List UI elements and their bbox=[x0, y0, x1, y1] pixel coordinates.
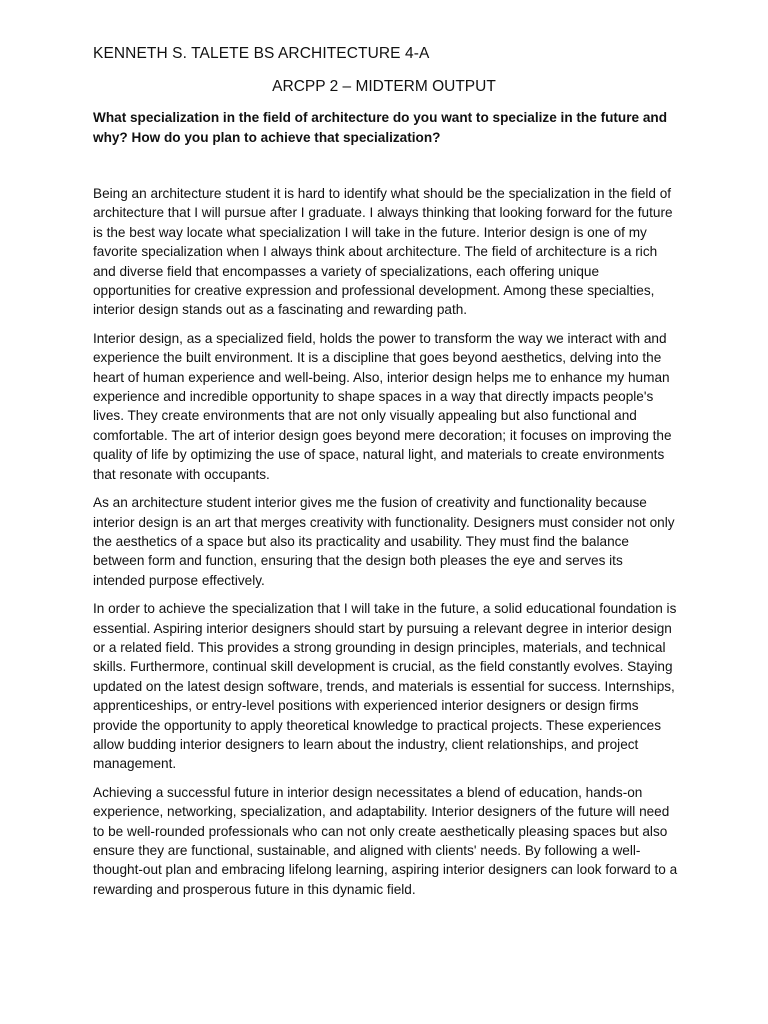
document-title bbox=[0, 78, 768, 96]
essay-body bbox=[93, 184, 678, 908]
paragraph-1: Being an architecture student it is hard to identify what should be the specialization in the field of architecture that I will pursue after I graduate. I always thinking that looking forward for the future is the best way locate what specialization I will take in the future. Interior design is one of my favorite specialization when I always think about architecture. The field of architecture is a rich and diverse field that encompasses a variety of specializations, each offering unique opportunities for creative expression and professional development. Among these specialties, interior design stands out as a fascinating and rewarding path. bbox=[93, 186, 673, 318]
paragraph-4: In order to achieve the specialization that I will take in the future, a solid educational foundation is essential. Aspiring interior designers should start by pursuing a relevant degree in interior design or a related field. This provides a strong grounding in design principles, materials, and technical skills. Furthermore, continual skill development is crucial, as the field constantly evolves. Staying updated on the latest design software, trends, and materials is essential for success. Internships, apprenticeships, or entry-level positions with experienced interior designers or design firms provide the opportunity to apply theoretical knowledge to practical projects. These experiences allow budding interior designers to learn about the industry, client relationships, and project management. bbox=[93, 601, 677, 772]
paragraph-5: Achieving a successful future in interior design necessitates a blend of education, hands-on experience, networking, specialization, and adaptability. Interior designers of the future will need to be well-rounded professionals who can not only create aesthetically pleasing spaces but also ensure they are functional, sustainable, and aligned with clients' needs. By following a well-thought-out plan and embracing lifelong learning, aspiring interior designers can look forward to a rewarding and prosperous future in this dynamic field. bbox=[93, 784, 678, 897]
paragraph-2: Interior design, as a specialized field, holds the power to transform the way we interact with and experience the built environment. It is a discipline that goes beyond aesthetics, delving into the heart of human experience and well-being. Also, interior design helps me to enhance my human experience and incredible opportunity to shape spaces in a way that directly impacts people's lives. They create environments that are not only visually appealing but also functional and comfortable. The art of interior design goes beyond mere decoration; it focuses on improving the quality of life by optimizing the use of space, natural light, and materials to create environments that resonate with occupants. bbox=[93, 330, 672, 482]
paragraph-3: As an architecture student interior gives me the fusion of creativity and functionality because interior design is an art that merges creativity with functionality. Designers must consider not only the aesthetics of a space but also its practicality and usability. They must find the balance between form and function, ensuring that the design both pleases the eye and serves its intended purpose effectively. bbox=[93, 495, 675, 588]
document-title-text: ARCPP 2 – MIDTERM OUTPUT bbox=[272, 78, 496, 95]
essay-question: What specialization in the field of architecture do you want to specialize in the future and why? How do you plan to achieve that specialization? bbox=[93, 110, 668, 145]
author-line: KENNETH S. TALETE BS ARCHITECTURE 4-A bbox=[93, 45, 430, 62]
